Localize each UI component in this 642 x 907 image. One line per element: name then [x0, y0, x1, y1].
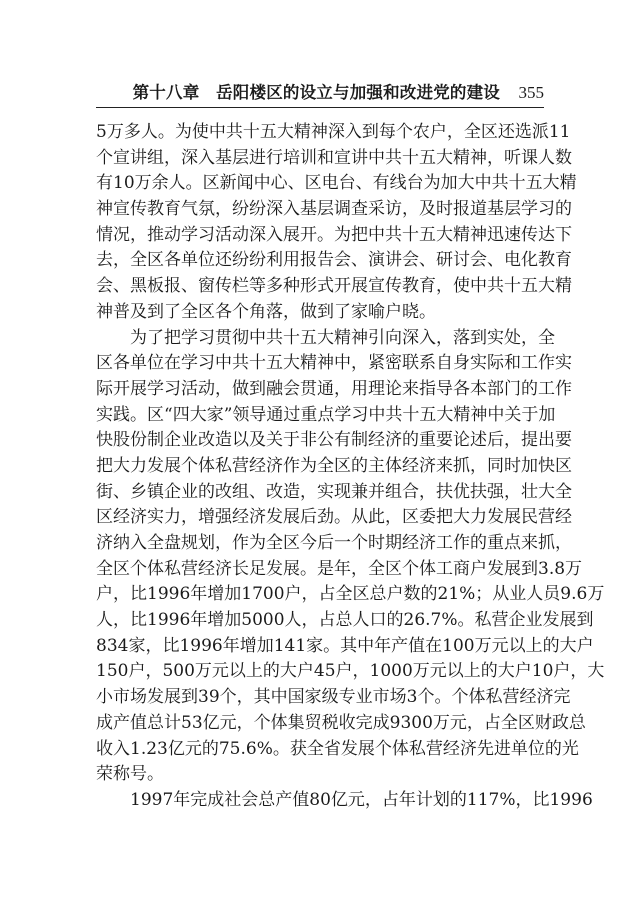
- page-number: 355: [518, 83, 544, 102]
- text-line: 收入1.23亿元的75.6%。获全省发展个体私营经济先进单位的光: [96, 738, 579, 759]
- text-line: 际开展学习活动，做到融会贯通，用理论来指导各本部门的工作: [96, 378, 572, 399]
- text-line: 区经济实力，增强经济发展后劲。从此，区委把大力发展民营经: [96, 507, 572, 528]
- header-rule: [96, 107, 544, 108]
- paragraph: [96, 788, 593, 814]
- text-line: 快股份制企业改造以及关于非公有制经济的重要论述后，提出要: [96, 430, 572, 451]
- text-line: 1997年完成社会总产值80亿元，占年计划的117%，比1996: [130, 789, 593, 810]
- text-line: 150户，500万元以上的大户45户，1000万元以上的大户10户，大: [96, 661, 605, 682]
- text-line: 去，全区各单位还纷纷利用报告会、演讲会、研讨会、电化教育: [96, 250, 572, 271]
- text-line: 济纳入全盘规划，作为全区今后一个时期经济工作的重点来抓，: [96, 533, 572, 553]
- text-line: 街、乡镇企业的改组、改造，实现兼并组合，扶优扶强，壮大全: [96, 481, 572, 502]
- running-head: [96, 82, 544, 104]
- text-line: 个宣讲组，深入基层进行培训和宣讲中共十五大精神，听课人数: [96, 147, 572, 168]
- text-line: 区各单位在学习中共十五大精神中，紧密联系自身实际和工作实: [96, 353, 572, 374]
- text-line: 户，比1996年增加1700户，占全区总户数的21%；从业人员9.6万: [96, 584, 605, 605]
- text-line: 会、黑板报、窗传栏等多种形式开展宣传教育，使中共十五大精: [96, 276, 572, 297]
- text-line: 为了把学习贯彻中共十五大精神引向深入，落到实处，全: [130, 327, 555, 348]
- chapter-title: 第十八章 岳阳楼区的设立与加强和改进党的建设: [132, 83, 500, 102]
- text-line: 实践。区“四大家”领导通过重点学习中共十五大精神中关于加: [96, 404, 556, 425]
- text-line: 神普及到了全区各个角落，做到了家喻户晓。: [96, 301, 436, 322]
- paragraph: [96, 326, 605, 788]
- text-line: 情况，推动学习活动深入展开。为把中共十五大精神迅速传达下: [96, 224, 572, 245]
- text-line: 全区个体私营经济长足发展。是年，全区个体工商户发展到3.8万: [96, 558, 583, 579]
- text-line: 人，比1996年增加5000人，占总人口的26.7%。私营企业发展到: [96, 610, 594, 631]
- text-line: 5万多人。为使中共十五大精神深入到每个农户，全区还选派11: [96, 122, 571, 142]
- text-line: 成产值总计53亿元，个体集贸税收完成9300万元，占全区财政总: [96, 712, 586, 733]
- text-line: 荣称号。: [96, 764, 164, 785]
- text-line: 神宣传教育气氛，纷纷深入基层调查采访，及时报道基层学习的: [96, 199, 572, 220]
- text-line: 小市场发展到39个，其中国家级专业市场3个。个体私营经济完: [96, 687, 571, 708]
- text-line: 有10万余人。区新闻中心、区电台、有线台为加大中共十五大精: [96, 173, 577, 194]
- body-text: [96, 120, 605, 814]
- paragraph: [96, 120, 577, 326]
- text-line: 把大力发展个体私营经济作为全区的主体经济来抓，同时加快区: [96, 455, 572, 476]
- text-line: 834家，比1996年增加141家。其中年产值在100万元以上的大户: [96, 635, 594, 656]
